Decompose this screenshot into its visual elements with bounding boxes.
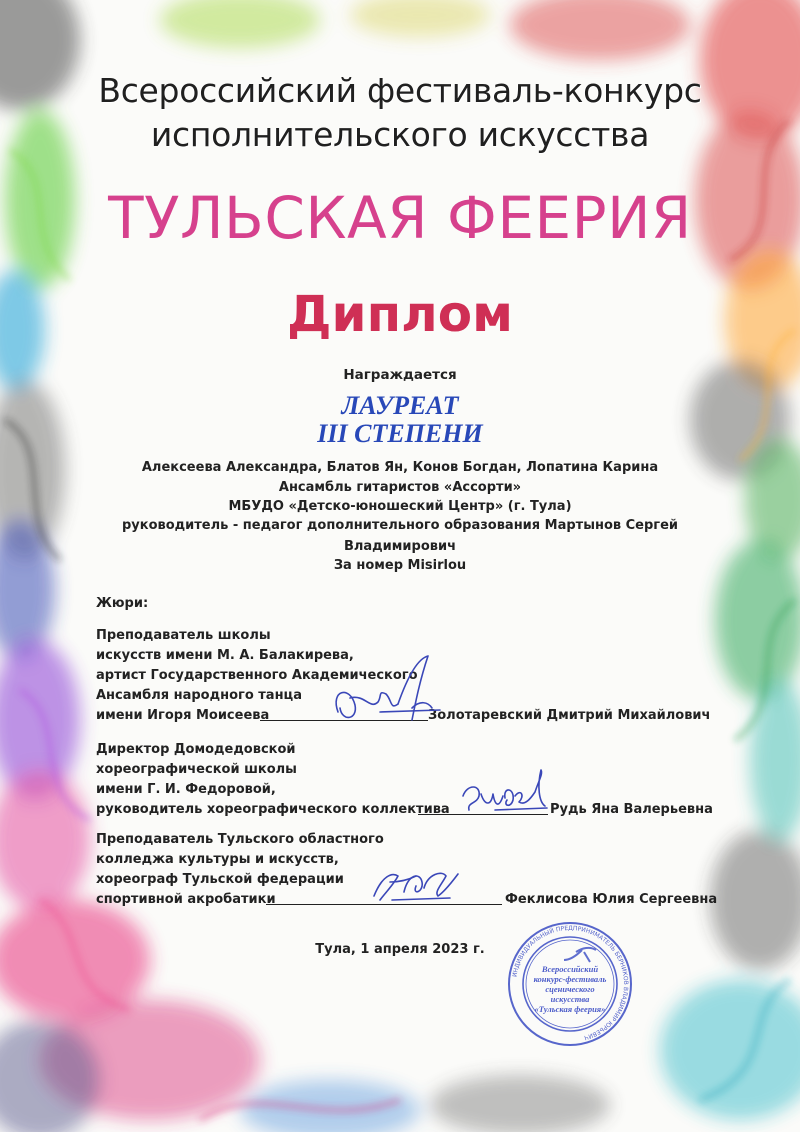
- leader-line1: руководитель - педагог дополнительного образования Мартынов Сергей: [121, 518, 679, 533]
- signature-1-image: [320, 650, 450, 730]
- jury-member-1-name: Золотаревский Дмитрий Михайлович: [428, 708, 711, 723]
- ensemble: Ансамбль гитаристов «Ассорти»: [278, 480, 522, 495]
- stamp-center-line: «Тульская феерия»: [534, 1004, 606, 1014]
- stamp-ring-textpath: ИНДИВИДУАЛЬНЫЙ ПРЕДПРИНИМАТЕЛЬ БЕРНИКОВ ВЛАДИМИР ЮРЬЕВИЧ: [511, 924, 630, 1042]
- jury-member-1-line: имени Игоря Моисеева: [96, 708, 270, 723]
- jury-member-1-line: Преподаватель школы: [96, 628, 271, 643]
- event-title: ТУЛЬСКАЯ ФЕЕРИЯ: [108, 184, 692, 252]
- jury-member-3-line: Преподаватель Тульского областного: [96, 832, 384, 847]
- participants: Алексеева Александра, Блатов Ян, Конов Богдан, Лопатина Карина: [141, 460, 659, 475]
- jury-member-3-line: хореограф Тульской федерации: [96, 872, 344, 887]
- document-type: Диплом: [287, 285, 513, 343]
- signature-3-image: [368, 862, 468, 912]
- place-date: Тула, 1 апреля 2023 г.: [315, 942, 485, 957]
- stamp-center-line: сценического: [545, 984, 595, 994]
- award-intro: Награждается: [343, 367, 457, 383]
- jury-member-3-name: Феклисова Юлия Сергеевна: [505, 892, 718, 907]
- jury-member-3-line: спортивной акробатики: [96, 892, 276, 907]
- festival-name-line2: исполнительского искусства: [150, 115, 650, 154]
- jury-member-2-name: Рудь Яна Валерьевна: [550, 802, 713, 817]
- jury-member-2-line: Директор Домодедовской: [96, 742, 296, 757]
- stamp-center-line: конкурс-фестиваль: [533, 974, 607, 984]
- award-title-line1: ЛАУРЕАТ: [341, 391, 459, 420]
- jury-member-1-line: артист Государственного Академического: [96, 668, 418, 683]
- stamp-center-line: искусства: [550, 994, 590, 1004]
- jury-label: Жюри:: [96, 596, 149, 611]
- stamp-center-line: Всероссийский: [541, 964, 599, 974]
- jury-member-1-line: искусств имени М. А. Балакирева,: [96, 648, 354, 663]
- jury-member-1-line: Ансамбля народного танца: [96, 688, 302, 703]
- jury-member-2-line: руководитель хореографического коллектива: [96, 802, 450, 817]
- jury-member-2-line: имени Г. И. Федоровой,: [96, 782, 276, 797]
- award-title-line2: III СТЕПЕНИ: [317, 419, 483, 448]
- jury-member-3-line: колледжа культуры и искусств,: [96, 852, 339, 867]
- performance: За номер Misirlou: [333, 558, 467, 573]
- jury-member-2-line: хореографической школы: [96, 762, 297, 777]
- official-stamp: [506, 920, 634, 1048]
- leader-line2: Владимирович: [343, 539, 457, 554]
- institution: МБУДО «Детско-юношеский Центр» (г. Тула): [228, 499, 572, 514]
- signature-2-image: [455, 766, 555, 826]
- festival-name-line1: Всероссийский фестиваль-конкурс: [98, 71, 702, 110]
